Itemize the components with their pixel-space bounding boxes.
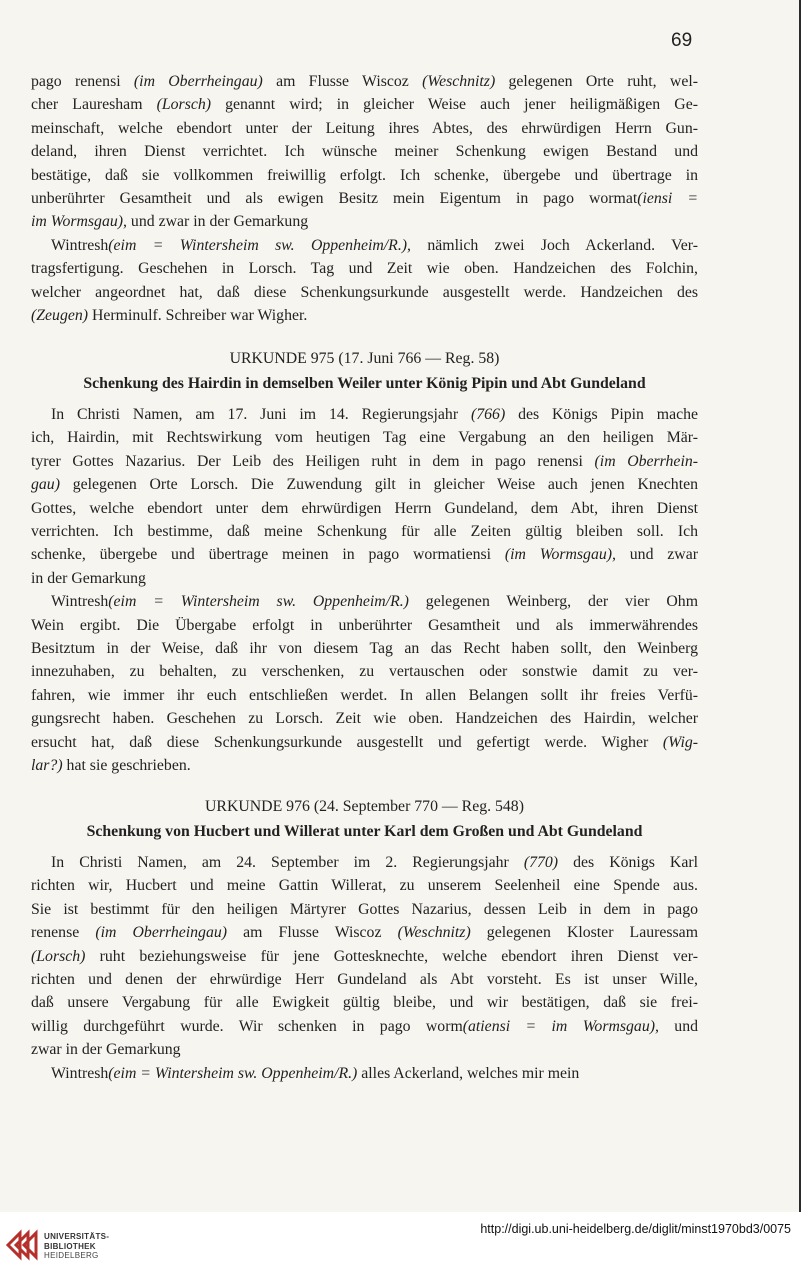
- text-segment: verrichten. Ich bestimme, daß meine Schenkung für alle Zeiten gültig bleiben soll. Ich: [31, 523, 698, 540]
- italic-segment: (iensi =: [637, 190, 698, 207]
- text-segment: in der Gemarkung: [31, 569, 146, 587]
- text-segment: des Königs Karl: [558, 854, 698, 871]
- text-segment: und zwar: [615, 546, 698, 564]
- text-segment: Wintresh: [51, 236, 109, 254]
- text-segment: tyrer Gottes Nazarius. Der Leib des Heiligen ruht in dem in pago renensi: [31, 452, 595, 470]
- text-line: [51, 1063, 579, 1085]
- text-segment: gelegenen Orte Lorsch. Die Zuwendung gilt in gleicher Weise auch jenen Knechten: [59, 476, 698, 494]
- text-segment: Wintresh: [51, 593, 109, 611]
- text-segment: innezuhaben, zu behalten, zu verschenken, zu vertauschen oder sonstwie damit zu ver-: [31, 663, 698, 681]
- text-line: [31, 946, 698, 968]
- text-segment: daß unsere Vergabung für alle Ewigkeit gültig bleibe, und wir bestätigen, daß sie frei-: [31, 994, 698, 1012]
- text-segment: ich, Hairdin, mit Rechtswirkung vom heutigen Tag eine Vergabung an den heiligen Mär-: [31, 429, 698, 447]
- text-segment: tragsfertigung. Geschehen in Lorsch. Tag und Zeit wie oben. Handzeichen des Folchin,: [31, 260, 698, 278]
- urkunde-975-heading: URKUNDE 975 (17. Juni 766 — Reg. 58): [229, 350, 500, 367]
- text-segment: deland, ihren Dienst verrichtet. Ich wünsche meiner Schenkung ewigen Bestand und: [31, 143, 698, 161]
- text-segment: fahren, wie immer ihr euch entschließen werdet. In allen Belangen sollt ihr freies Verfü-: [31, 686, 698, 704]
- italic-segment: (Wig-: [662, 733, 698, 751]
- text-segment: nämlich zwei Joch Ackerland. Ver-: [411, 236, 699, 254]
- text-segment: gelegenen Kloster Lauressam: [470, 924, 698, 942]
- italic-segment: (Weschnitz): [422, 73, 496, 90]
- text-segment: Sie ist bestimmt für den heiligen Märtyrer Gottes Nazarius, dessen Leib in dem in pago: [31, 900, 698, 918]
- text-segment: renense: [31, 924, 96, 942]
- text-segment: willig durchgeführt wurde. Wir schenken in pago worm: [31, 1017, 463, 1035]
- italic-segment: (Zeugen): [31, 307, 89, 324]
- text-segment: ruht beziehungsweise für jene Gottesknechte, welche ebendort ihren Dienst ver-: [85, 947, 698, 965]
- text-segment: In Christi Namen, am 17. Juni im 14. Regierungsjahr: [51, 406, 471, 423]
- text-segment: gelegenen Orte ruht, wel-: [495, 73, 698, 90]
- text-segment: Besitztum in der Weise, daß ihr von diesem Tag an das Recht haben sollt, den Weinberg: [31, 640, 698, 657]
- text-segment: richten und denen der ehrwürdige Herr Gundeland als Abt vorsteht. Es ist unser Wille,: [31, 971, 698, 988]
- text-line: [31, 922, 698, 944]
- text-segment: gungsrecht haben. Geschehen zu Lorsch. Zeit wie oben. Handzeichen des Hairdin, welcher: [31, 710, 698, 728]
- text-segment: schenke, übergebe und übertrage meinen in pago wormatiensi: [31, 546, 505, 564]
- text-segment: Wintresh: [51, 1064, 109, 1082]
- text-segment: des Königs Pipin mache: [505, 406, 699, 423]
- text-segment: am Flusse Wiscoz: [227, 924, 398, 942]
- italic-segment: gau): [31, 476, 60, 494]
- italic-segment: (Weschnitz): [397, 924, 471, 942]
- text-segment: gelegenen Weinberg, der vier Ohm: [408, 593, 698, 611]
- text-line: [31, 899, 698, 921]
- page-number: 69: [671, 30, 693, 51]
- text-segment: am Flusse Wiscoz: [262, 73, 423, 90]
- logo-line-3: HEIDELBERG: [44, 1251, 99, 1260]
- urkunde-975-title: Schenkung des Hairdin in demselben Weiler unter König Pipin und Abt Gundeland: [83, 375, 646, 392]
- italic-segment: (Lorsch): [31, 947, 86, 965]
- italic-segment: (766): [470, 406, 506, 423]
- italic-segment: (atiensi = im Wormsgau),: [462, 1017, 659, 1035]
- italic-segment: (im Oberrheingau): [95, 924, 228, 942]
- text-segment: alles Ackerland, welches mir mein: [357, 1064, 580, 1082]
- logo-line-2: BIBLIOTHEK: [44, 1241, 96, 1251]
- text-line: [31, 875, 698, 897]
- italic-segment: (eim = Wintersheim sw. Oppenheim/R.): [108, 1064, 358, 1082]
- italic-segment: (eim = Wintersheim sw. Oppenheim/R.): [108, 593, 409, 611]
- text-segment: ersucht hat, daß diese Schenkungsurkunde ausgestellt und gefertigt werde. Wigher: [31, 733, 663, 751]
- text-line: [31, 1039, 181, 1061]
- text-line: [31, 969, 698, 991]
- text-segment: bestätige, daß sie vollkommen freiwillig erfolgt. Ich schenke, übergebe und übertrage in: [31, 166, 698, 184]
- text-segment: hat sie geschrieben.: [62, 757, 191, 774]
- text-segment: richten wir, Hucbert und meine Gattin Willerat, zu unserem Seelenheil eine Spende aus.: [31, 877, 698, 895]
- italic-segment: (im Oberrhein-: [594, 452, 698, 470]
- text-segment: zwar in der Gemarkung: [31, 1041, 181, 1059]
- urkunde-976-heading: URKUNDE 976 (24. September 770 — Reg. 548): [205, 798, 524, 815]
- urkunde-976-body: [31, 0, 698, 1080]
- text-segment: Gottes, welche ebendort unter dem ehrwürdigen Herrn Gundeland, dem Abt, ihren Dienst: [31, 499, 698, 517]
- italic-segment: (770): [523, 854, 559, 871]
- text-segment: cher Lauresham: [31, 96, 157, 114]
- logo-line-1: UNIVERSITÄTS-: [44, 1232, 110, 1241]
- text-line: [51, 852, 698, 874]
- text-segment: und zwar in der Gemarkung: [126, 213, 309, 231]
- italic-segment: (im Wormsgau),: [504, 546, 616, 564]
- text-segment: Herminulf. Schreiber war Wigher.: [88, 307, 308, 324]
- text-segment: genannt wird; in gleicher Weise auch jener heiligmäßigen Ge-: [211, 96, 698, 114]
- italic-segment: (eim = Wintersheim sw. Oppenheim/R.),: [108, 236, 411, 254]
- text-segment: meinschaft, welche ebendort unter der Leitung ihres Abtes, des ehrwürdigen Herrn Gun-: [31, 119, 698, 137]
- text-line: [31, 992, 698, 1014]
- text-line: [31, 1016, 698, 1038]
- text-segment: und: [658, 1017, 699, 1035]
- text-segment: unberührter Gesamtheit und als ewigen Besitz mein Eigentum in pago wormat: [31, 190, 638, 207]
- italic-segment: im Wormsgau),: [31, 213, 127, 231]
- text-segment: In Christi Namen, am 24. September im 2. Regierungsjahr: [51, 854, 524, 871]
- library-logo-text: [44, 1232, 109, 1261]
- text-segment: welcher angeordnet hat, daß diese Schenkungsurkunde ausgestellt werde. Handzeichen des: [31, 283, 698, 301]
- italic-segment: lar?): [31, 757, 63, 774]
- text-segment: pago renensi: [31, 73, 134, 90]
- italic-segment: (im Oberrheingau): [133, 73, 263, 90]
- library-logo-icon: [6, 1223, 38, 1267]
- source-url-link[interactable]: http://digi.ub.uni-heidelberg.de/diglit/minst1970bd3/0075: [480, 1222, 791, 1236]
- urkunde-976-title: Schenkung von Hucbert und Willerat unter Karl dem Großen und Abt Gundeland: [86, 823, 643, 840]
- text-segment: Wein ergibt. Die Übergabe erfolgt in unberührter Gesamtheit und als immerwährendes: [31, 616, 698, 634]
- italic-segment: (Lorsch): [156, 96, 212, 114]
